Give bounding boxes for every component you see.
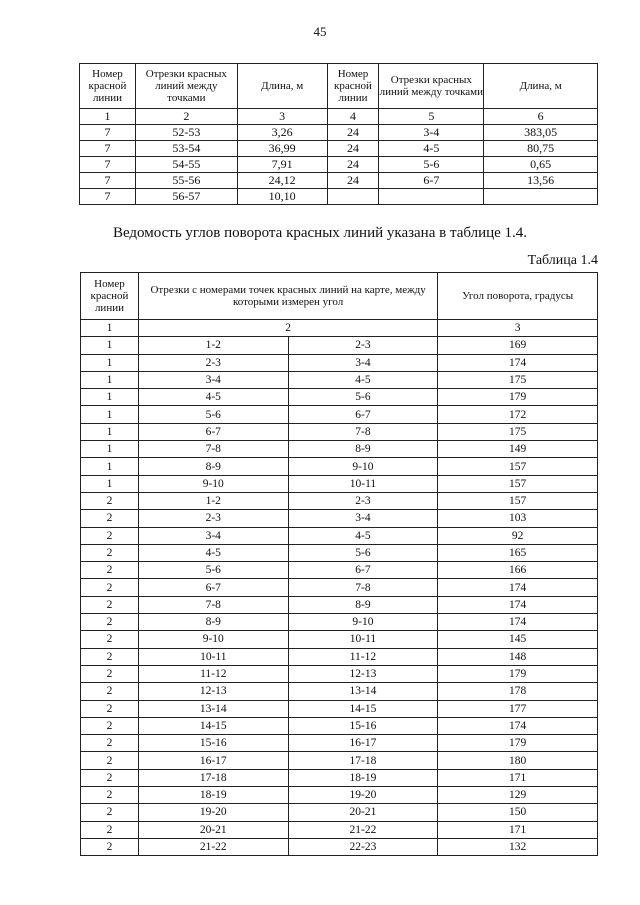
table-cell: 174 [438,579,598,596]
table-row [81,492,598,509]
table-cell: 7,91 [237,157,327,173]
table-cell: 148 [438,648,598,665]
table-row [81,544,598,561]
table-cell: 6-7 [288,406,438,423]
table-cell: 179 [438,665,598,682]
table-cell: 2 [81,562,139,579]
table-row [81,354,598,371]
table-cell: 7-8 [288,423,438,440]
table-cell: 53-54 [135,141,237,157]
column-number-cell: 3 [438,320,598,337]
table-cell: 174 [438,354,598,371]
table-cell: 2-3 [138,354,288,371]
table-cell: 3-4 [138,371,288,388]
table-cell: 2 [81,648,139,665]
table-cell: 129 [438,787,598,804]
table-cell: 174 [438,596,598,613]
table-cell: 18-19 [138,787,288,804]
table-cell: 17-18 [288,752,438,769]
table-row [81,614,598,631]
table-cell: 5-6 [138,562,288,579]
table-cell: 13-14 [288,683,438,700]
table-cell: 171 [438,821,598,838]
table-row [81,804,598,821]
table-cell: 2 [81,527,139,544]
table-cell: 7 [80,173,136,189]
header-cell: Длина, м [484,64,598,109]
table-cell: 8-9 [138,614,288,631]
table-cell: 10-11 [288,475,438,492]
table-row [80,141,598,157]
table-row [81,458,598,475]
table-row [81,406,598,423]
table-cell: 20-21 [138,821,288,838]
table-cell: 20-21 [288,804,438,821]
table-header-row [81,273,598,320]
table-cell: 4-5 [288,371,438,388]
table-1-4 [80,272,598,856]
table-cell: 4-5 [379,141,484,157]
table-cell: 1 [81,458,139,475]
header-cell: Отрезки красных линий между точками [379,64,484,109]
table-cell: 9-10 [288,614,438,631]
table-cell: 178 [438,683,598,700]
table-cell: 8-9 [138,458,288,475]
table-cell: 1 [81,406,139,423]
header-cell: Отрезки красных линий между точками [135,64,237,109]
table-cell: 175 [438,423,598,440]
table-row [81,389,598,406]
table-cell: 1 [81,423,139,440]
table-cell: 3-4 [288,510,438,527]
table-cell: 2 [81,683,139,700]
table-cell: 175 [438,371,598,388]
table-cell: 2-3 [288,337,438,354]
header-cell: Отрезки с номерами точек красных линий на карте, между которыми измерен угол [138,273,437,320]
table-cell: 179 [438,389,598,406]
table-cell: 7 [80,125,136,141]
table-cell: 16-17 [288,735,438,752]
table-cell: 2 [81,579,139,596]
table-cell: 12-13 [288,665,438,682]
column-number-cell: 4 [327,109,379,125]
table-cell: 2 [81,769,139,786]
table-cell: 2-3 [138,510,288,527]
table-cell: 80,75 [484,141,598,157]
table-cell: 18-19 [288,769,438,786]
table-cell: 145 [438,631,598,648]
table-row [81,735,598,752]
table-row [81,665,598,682]
table-cell: 24 [327,141,379,157]
header-cell: Номер красной линии [80,64,136,109]
table-cell: 17-18 [138,769,288,786]
table-cell: 9-10 [138,631,288,648]
table-cell: 1-2 [138,492,288,509]
table-cell: 177 [438,700,598,717]
table-cell: 3-4 [138,527,288,544]
table-cell: 24 [327,157,379,173]
table-cell: 2-3 [288,492,438,509]
table-header-row [80,64,598,109]
table-cell: 9-10 [288,458,438,475]
table-cell: 52-53 [135,125,237,141]
table-cell: 21-22 [138,838,288,855]
table-cell: 4-5 [138,544,288,561]
table-cell [484,189,598,205]
table-cell: 19-20 [288,787,438,804]
table-cell: 13,56 [484,173,598,189]
table-cell: 2 [81,717,139,734]
table-cell: 1 [81,354,139,371]
table-cell: 8-9 [288,441,438,458]
table-row [81,510,598,527]
table-cell: 179 [438,735,598,752]
table-cell: 1 [81,475,139,492]
column-number-row [80,109,598,125]
table-cell: 9-10 [138,475,288,492]
table-cell: 103 [438,510,598,527]
table-cell: 8-9 [288,596,438,613]
table-row [80,125,598,141]
table-row [81,752,598,769]
table-cell: 7-8 [138,596,288,613]
table-cell: 21-22 [288,821,438,838]
table-cell: 24 [327,173,379,189]
table-cell: 10-11 [288,631,438,648]
table-row [81,337,598,354]
table-row [81,631,598,648]
table-cell: 92 [438,527,598,544]
table-cell: 10-11 [138,648,288,665]
table-cell: 0,65 [484,157,598,173]
table-row [81,596,598,613]
table-cell: 16-17 [138,752,288,769]
table-row [81,423,598,440]
table-cell: 15-16 [288,717,438,734]
table-cell: 1 [81,441,139,458]
table-cell: 149 [438,441,598,458]
table-cell: 36,99 [237,141,327,157]
table-cell: 2 [81,510,139,527]
table-cell: 24,12 [237,173,327,189]
table-cell: 157 [438,458,598,475]
table-cell: 4-5 [288,527,438,544]
table-cell: 6-7 [379,173,484,189]
table-row [81,648,598,665]
table-cell: 172 [438,406,598,423]
table-cell: 174 [438,717,598,734]
header-cell: Угол поворота, градусы [438,273,598,320]
table-cell: 3-4 [379,125,484,141]
table-cell: 2 [81,821,139,838]
table-cell: 1 [81,337,139,354]
table-cell: 7-8 [138,441,288,458]
table-cell: 5-6 [138,406,288,423]
table-cell: 383,05 [484,125,598,141]
table-cell: 13-14 [138,700,288,717]
table-cell: 157 [438,492,598,509]
table-cell [327,189,379,205]
table-cell: 2 [81,492,139,509]
table-cell: 19-20 [138,804,288,821]
table-row [80,157,598,173]
column-number-cell: 6 [484,109,598,125]
table-row [81,441,598,458]
table-cell: 132 [438,838,598,855]
table-cell: 6-7 [138,579,288,596]
table-row [81,579,598,596]
header-cell: Номер красной линии [81,273,139,320]
table-1-3 [79,63,598,205]
table-cell: 165 [438,544,598,561]
column-number-cell: 5 [379,109,484,125]
table-cell: 3-4 [288,354,438,371]
column-number-cell: 1 [81,320,139,337]
table-cell: 5-6 [379,157,484,173]
table-cell: 5-6 [288,544,438,561]
table-cell: 7 [80,157,136,173]
table-cell: 2 [81,804,139,821]
column-number-row [81,320,598,337]
table-cell: 54-55 [135,157,237,173]
header-cell: Номер красной линии [327,64,379,109]
table-cell: 1 [81,389,139,406]
paragraph-text: Ведомость углов поворота красных линий указана в таблице 1.4. [112,225,528,241]
column-number-cell: 1 [80,109,136,125]
page-number: 45 [313,24,327,39]
table-cell: 7 [80,141,136,157]
table-cell: 55-56 [135,173,237,189]
table-row [81,769,598,786]
table-row [81,683,598,700]
table-cell: 11-12 [138,665,288,682]
table-cell: 171 [438,769,598,786]
table-cell: 6-7 [288,562,438,579]
table-row [81,562,598,579]
table-cell: 22-23 [288,838,438,855]
column-number-cell: 2 [138,320,437,337]
table-row [81,371,598,388]
table-cell [379,189,484,205]
table-cell: 7-8 [288,579,438,596]
table-caption: Таблица 1.4 [527,253,598,268]
table-cell: 2 [81,631,139,648]
column-number-cell: 2 [135,109,237,125]
table-row [81,838,598,855]
table-cell: 2 [81,752,139,769]
table-cell: 150 [438,804,598,821]
header-cell: Длина, м [237,64,327,109]
table-cell: 2 [81,700,139,717]
table-cell: 2 [81,665,139,682]
table-cell: 10,10 [237,189,327,205]
table-cell: 180 [438,752,598,769]
table-row [80,189,598,205]
table-cell: 1 [81,371,139,388]
table-cell: 14-15 [288,700,438,717]
table-cell: 56-57 [135,189,237,205]
table-row [81,787,598,804]
table-cell: 7 [80,189,136,205]
table-row [81,717,598,734]
table-cell: 14-15 [138,717,288,734]
table-cell: 2 [81,787,139,804]
table-cell: 166 [438,562,598,579]
table-cell: 174 [438,614,598,631]
table-cell: 15-16 [138,735,288,752]
table-cell: 2 [81,614,139,631]
column-number-cell: 3 [237,109,327,125]
table-row [81,475,598,492]
table-cell: 169 [438,337,598,354]
table-cell: 2 [81,544,139,561]
table-row [81,700,598,717]
table-cell: 3,26 [237,125,327,141]
table-cell: 2 [81,735,139,752]
table-cell: 6-7 [138,423,288,440]
table-row [81,527,598,544]
table-row [81,821,598,838]
table-cell: 24 [327,125,379,141]
table-cell: 11-12 [288,648,438,665]
table-cell: 5-6 [288,389,438,406]
table-cell: 1-2 [138,337,288,354]
table-cell: 2 [81,596,139,613]
table-cell: 2 [81,838,139,855]
table-cell: 157 [438,475,598,492]
table-cell: 12-13 [138,683,288,700]
table-cell: 4-5 [138,389,288,406]
table-row [80,173,598,189]
